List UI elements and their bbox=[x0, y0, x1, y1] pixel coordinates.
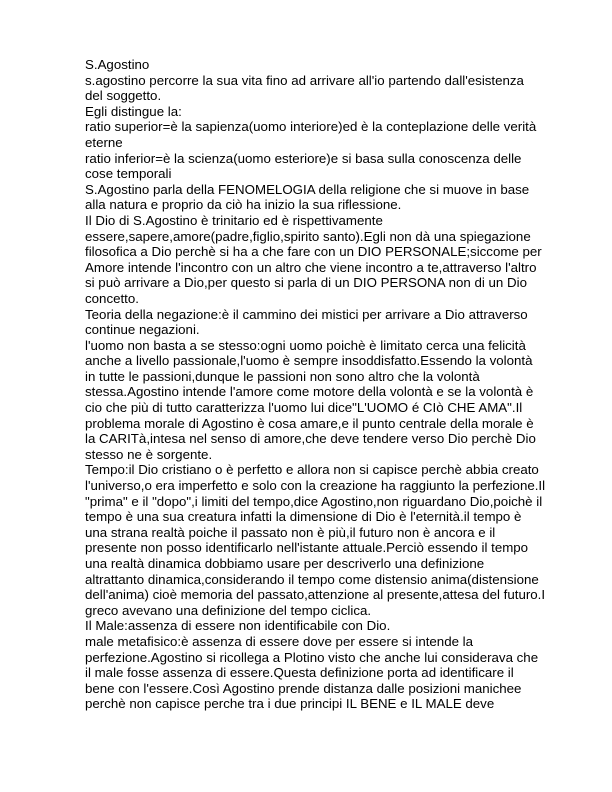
text-line: S.Agostino parla della FENOMELOGIA della religione che si muove in base bbox=[85, 181, 530, 197]
text-line: l'uomo non basta a se stesso:ogni uomo poichè è limitato cerca una felicità bbox=[85, 337, 526, 353]
text-line: filosofica a Dio perchè si ha a che fare con un DIO PERSONALE;siccome per bbox=[85, 244, 542, 260]
text-line: perfezione.Agostino si ricollega a Plotino visto che anche lui considerava che bbox=[85, 649, 539, 665]
text-line: ratio inferior=è la scienza(uomo esteriore)e si basa sulla conoscenza delle bbox=[85, 150, 522, 166]
text-line: del soggetto. bbox=[85, 88, 162, 104]
text-line: il male fosse assenza di essere.Questa definizione porta ad identificare il bbox=[85, 665, 514, 681]
text-line: Tempo:il Dio cristiano o è perfetto e allora non si capisce perchè abbia creato bbox=[85, 462, 539, 478]
text-line: cio che più di tutto caratterizza l'uomo lui dice"L'UOMO é CIò CHE AMA".Il bbox=[85, 400, 523, 416]
text-line: S.Agostino bbox=[85, 57, 150, 72]
text-line: anche a livello passionale,l'uomo è sempre insoddisfatto.Essendo la volontà bbox=[85, 353, 533, 369]
text-line: una realtà dinamica dobbiamo usare per descriverlo una definizione bbox=[85, 556, 485, 571]
text-line: "prima" e il "dopo",i limiti del tempo,dice Agostino,non riguardano Dio,poichè il bbox=[85, 493, 543, 509]
text-line: dell'anima) cioè memoria del passato,attenzione al presente,attesa del futuro.I bbox=[85, 587, 546, 603]
text-line: in tutte le passioni,dunque le passioni non sono altro che la volontà bbox=[85, 368, 480, 384]
text-line: Il Male:assenza di essere non identificabile con Dio. bbox=[85, 618, 391, 634]
text-line: ratio superior=è la sapienza(uomo interiore)ed è la conteplazione delle verità bbox=[85, 119, 537, 135]
text-line: stesso ne è sorgente. bbox=[85, 446, 213, 462]
text-line: si può arrivare a Dio,per questo si parla di un DIO PERSONA non di un Dio bbox=[85, 275, 527, 291]
text-line: essere,sapere,amore(padre,figlio,spirito santo).Egli non dà una spiegazione bbox=[85, 228, 531, 244]
text-line: stessa.Agostino intende l'amore come motore della volontà e se la volontà è bbox=[85, 384, 534, 400]
text-line: s.agostino percorre la sua vita fino ad arrivare all'io partendo dall'esistenza bbox=[85, 72, 524, 88]
text-line: concetto. bbox=[85, 290, 139, 306]
text-line: altrattanto dinamica,considerando il tempo come distensio anima(distensione bbox=[85, 571, 539, 587]
text-line: Amore intende l'incontro con un altro che viene incontro a te,attraverso l'altro bbox=[85, 259, 537, 275]
text-line: alla natura e proprio da ciò ha inizio la sua riflessione. bbox=[85, 197, 402, 213]
text-line: bene con l'essere.Così Agostino prende distanza dalle posizioni manichee bbox=[85, 680, 522, 696]
text-line: cose temporali bbox=[85, 166, 172, 182]
text-line: Teoria della negazione:è il cammino dei mistici per arrivare a Dio attraverso bbox=[85, 306, 528, 322]
text-line: problema morale di Agostino è cosa amare,e il punto centrale della morale è bbox=[85, 415, 534, 431]
document-body bbox=[85, 57, 585, 712]
text-line: l'universo,o era imperfetto e solo con la creazione ha raggiunto la perfezione.Il bbox=[85, 478, 546, 494]
text-line: continue negazioni. bbox=[85, 322, 200, 338]
text-line: presente non posso identificarlo nell'istante attuale.Perciò essendo il tempo bbox=[85, 540, 529, 556]
text-line: eterne bbox=[85, 134, 123, 150]
text-line: Egli distingue la: bbox=[85, 103, 182, 119]
text-line: una strana realtà poiche il passato non è più,il futuro non è ancora e il bbox=[85, 524, 496, 540]
text-line: tempo è una sua creatura infatti la dimensione di Dio è l'eternità.il tempo è bbox=[85, 509, 522, 525]
text-line: perchè non capisce perche tra i due principi IL BENE e IL MALE deve bbox=[85, 696, 495, 712]
text-line: greco avevano una definizione del tempo ciclica. bbox=[85, 602, 372, 618]
text-line: la CARITà,intesa nel senso di amore,che deve tendere verso Dio perchè Dio bbox=[85, 431, 536, 447]
text-line: Il Dio di S.Agostino è trinitario ed è rispettivamente bbox=[85, 212, 383, 228]
text-line: male metafisico:è assenza di essere dove per essere si intende la bbox=[85, 633, 474, 649]
